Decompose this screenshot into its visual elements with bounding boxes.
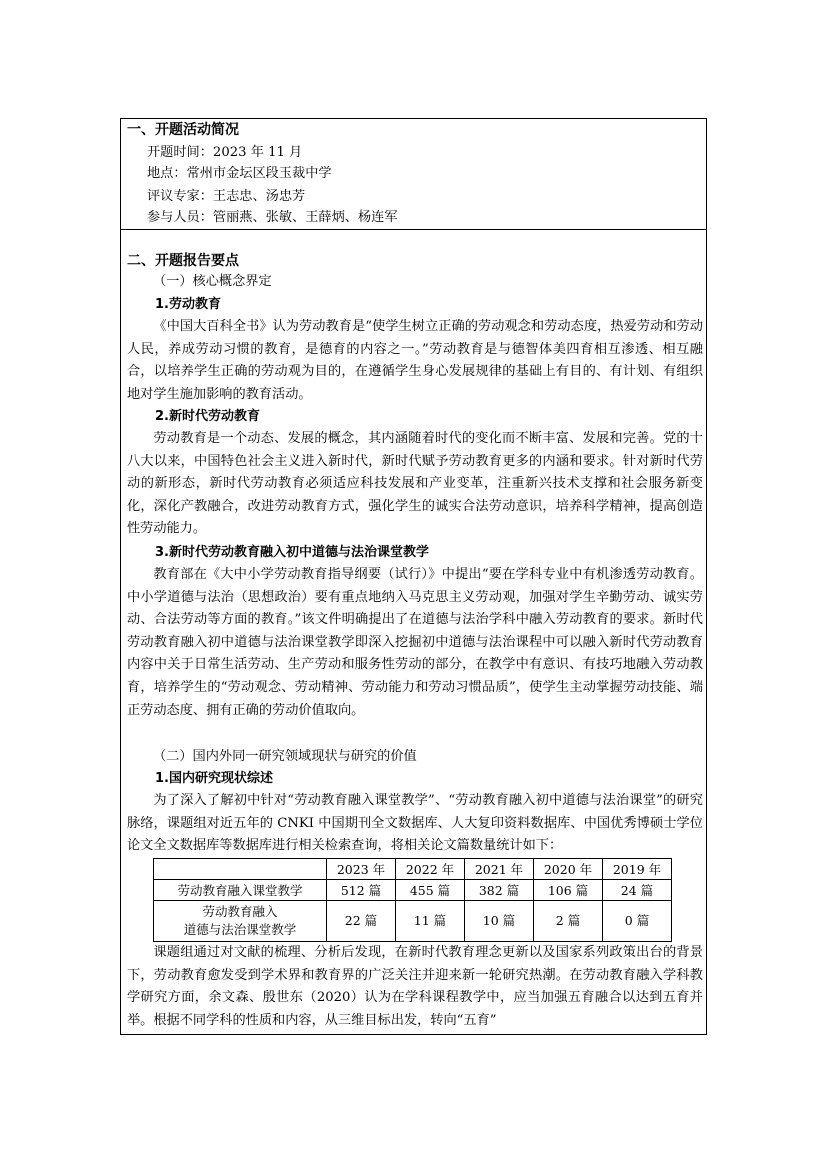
concept2-text: 劳动教育是一个动态、发展的概念，其内涵随着时代的变化而不断丰富、发展和完善。党的十八大以来，中国特色社会主义进入新时代，新时代赋予劳动教育更多的内涵和要求。针对新时代劳动的新形态，新时代劳动教育必须适应科技发展和产业变革，注重新兴技术支撑和社会服务新变化，深化产教融合，改进劳动教育方式，强化学生的诚实合法劳动意识，培养科学精神，提高创造性劳动能力。 (127, 431, 703, 537)
table-row (154, 901, 672, 942)
table-header-row (154, 859, 672, 880)
subsection-core-concepts: （一）核心概念界定 (153, 274, 272, 289)
count-cell: 455 篇 (396, 880, 465, 901)
count-cell: 0 篇 (603, 901, 672, 942)
review-experts: 评议专家：王志忠、汤忠芳 (147, 189, 306, 204)
concept2-title: 2.新时代劳动教育 (155, 409, 260, 424)
concept1-title: 1.劳动教育 (155, 297, 221, 312)
section-divider (121, 229, 706, 230)
table-corner-cell (154, 859, 327, 880)
table-row (154, 880, 672, 901)
count-cell: 10 篇 (465, 901, 534, 942)
concept1-text: 《中国大百科全书》认为劳动教育是“使学生树立正确的劳动观念和劳动态度，热爱劳动和劳动人民，养成劳动习惯的教育，是德育的内容之一。”劳动教育是与德智体美四育相互渗透、相互融合，以培养学生正确的劳动观为目的，在遵循学生身心发展规律的基础上有目的、有计划、有组织地对学生施加影响的教育活动。 (127, 319, 703, 402)
concept3-title: 3.新时代劳动教育融入初中道德与法治课堂教学 (155, 545, 429, 560)
count-cell: 106 篇 (534, 880, 603, 901)
count-cell: 382 篇 (465, 880, 534, 901)
year-header: 2020 年 (534, 859, 603, 880)
document-frame (120, 118, 707, 1035)
year-header: 2019 年 (603, 859, 672, 880)
opening-time: 开题时间：2023 年 11 月 (147, 145, 303, 160)
participants: 参与人员：管丽燕、张敏、王薛炳、杨连军 (147, 210, 398, 225)
row-label (154, 901, 327, 942)
year-header: 2023 年 (327, 859, 396, 880)
concept3-text: 教育部在《大中小学劳动教育指导纲要（试行）》中提出“要在学科专业中有机渗透劳动教育。中小学道德与法治（思想政治）要有重点地纳入马克思主义劳动观，加强对学生辛勤劳动、诚实劳动、合法劳动等方面的教育。”该文件明确提出了在道德与法治学科中融入劳动教育的要求。新时代劳动教育融入初中道德与法治课堂教学即深入挖掘初中道德与法治课程中可以融入新时代劳动教育内容中关于日常生活劳动、生产劳动和服务性劳动的部分，在教学中有意识、有技巧地融入劳动教育，培养学生的“劳动观念、劳动精神、劳动能力和劳动习惯品质”，使学生主动掌握劳动技能、端正劳动态度、拥有正确的劳动价值取向。 (127, 567, 703, 718)
count-cell: 24 篇 (603, 880, 672, 901)
subsection-research-status: （二）国内外同一研究领域现状与研究的价值 (153, 749, 417, 764)
domestic-status-title: 1.国内研究现状综述 (155, 771, 273, 786)
section2-heading: 二、开题报告要点 (127, 253, 239, 269)
row-label-line2: 道德与法治课堂教学 (183, 922, 297, 937)
count-cell: 11 篇 (396, 901, 465, 942)
row-label: 劳动教育融入课堂教学 (154, 880, 327, 901)
count-cell: 512 篇 (327, 880, 396, 901)
year-header: 2022 年 (396, 859, 465, 880)
count-cell: 22 篇 (327, 901, 396, 942)
domestic-status-text: 为了深入了解初中针对“劳动教育融入课堂教学”、“劳动教育融入初中道德与法治课堂”的研究脉络，课题组对近五年的 CNKI 中国期刊全文数据库、人大复印资料数据库、中国优秀博硕士学位论文全文数据库等数据库进行相关检索查询，将相关论文篇数量统计如下： (127, 793, 703, 854)
literature-count-table (153, 858, 672, 942)
count-cell: 2 篇 (534, 901, 603, 942)
location: 地点：常州市金坛区段玉裁中学 (147, 166, 332, 181)
year-header: 2021 年 (465, 859, 534, 880)
row-label-line1: 劳动教育融入 (202, 904, 278, 919)
section1-heading: 一、开题活动简况 (127, 122, 239, 138)
literature-analysis-text: 课题组通过对文献的梳理、分析后发现，在新时代教育理念更新以及国家系列政策出台的背景下，劳动教育愈发受到学术界和教育界的广泛关注并迎来新一轮研究热潮。在劳动教育融入学科教学研究方面，余文森、殷世东（2020）认为在学科课程教学中，应当加强五育融合以达到五育并举。根据不同学科的性质和内容，从三维目标出发，转向“五育” (127, 945, 703, 1028)
